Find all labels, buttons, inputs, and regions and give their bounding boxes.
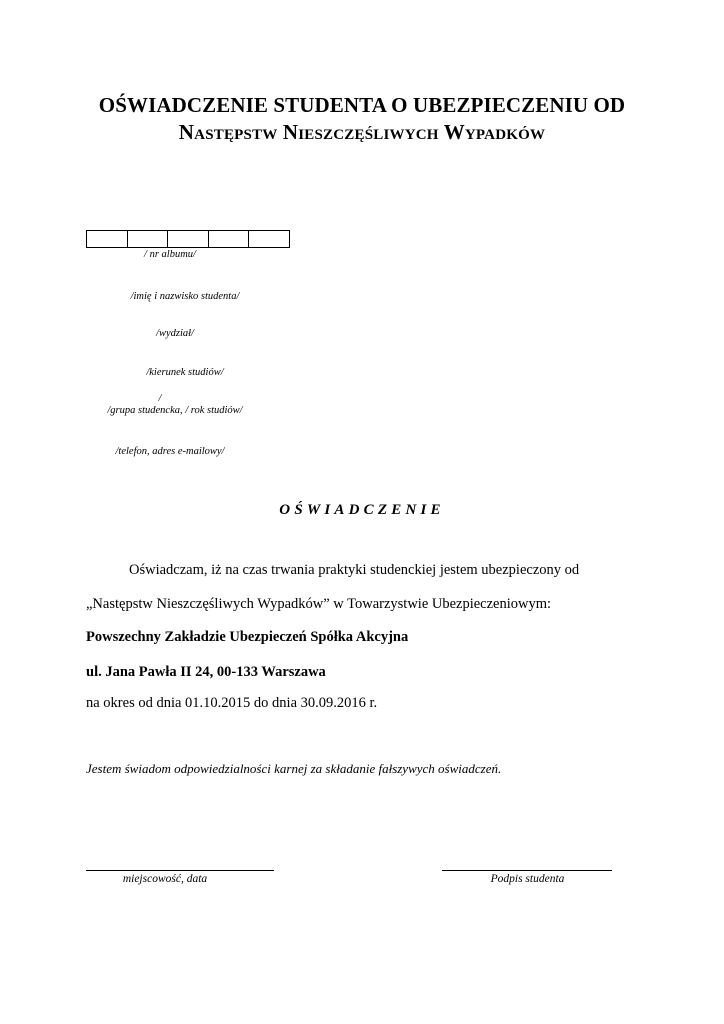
major-caption: /kierunek studiów/ bbox=[146, 367, 224, 378]
signature-line[interactable] bbox=[442, 870, 612, 871]
statement-heading: OŚWIADCZENIE bbox=[279, 502, 445, 518]
album-digit-box[interactable] bbox=[168, 231, 209, 247]
album-digit-box[interactable] bbox=[209, 231, 250, 247]
album-digit-box[interactable] bbox=[87, 231, 128, 247]
document-title-line2: Następstw Nieszczęśliwych Wypadków bbox=[178, 120, 546, 144]
liability-awareness-note: Jestem świadom odpowiedzialności karnej za składanie fałszywych oświadczeń. bbox=[86, 761, 502, 776]
album-number-caption: / nr albumu/ bbox=[144, 249, 196, 260]
insurance-period: na okres od dnia 01.10.2015 do dnia 30.09.2016 r. bbox=[86, 695, 378, 711]
insurer-name: Powszechny Zakładzie Ubezpieczeń Spółka Akcyjna bbox=[86, 629, 409, 645]
contact-caption: /telefon, adres e-mailowy/ bbox=[115, 446, 225, 457]
place-date-caption: miejscowość, data bbox=[122, 873, 208, 885]
statement-line-2: „Następstw Nieszczęśliwych Wypadków” w Towarzystwie Ubezpieczeniowym: bbox=[86, 596, 552, 612]
group-year-separator: / bbox=[158, 393, 162, 404]
group-year-caption: /grupa studencka, / rok studiów/ bbox=[107, 405, 243, 416]
place-date-line[interactable] bbox=[86, 870, 274, 871]
student-signature-caption: Podpis studenta bbox=[490, 873, 565, 885]
statement-line-1: Oświadczam, iż na czas trwania praktyki studenckiej jestem ubezpieczony od bbox=[129, 562, 580, 578]
album-digit-box[interactable] bbox=[128, 231, 169, 247]
album-number-boxes[interactable] bbox=[86, 230, 290, 248]
insurer-address: ul. Jana Pawła II 24, 00-133 Warszawa bbox=[86, 664, 326, 680]
document-title-line1: OŚWIADCZENIE STUDENTA O UBEZPIECZENIU OD bbox=[98, 93, 626, 117]
faculty-caption: /wydział/ bbox=[156, 328, 194, 339]
student-name-caption: /imię i nazwisko studenta/ bbox=[130, 291, 240, 302]
album-digit-box[interactable] bbox=[249, 231, 290, 247]
